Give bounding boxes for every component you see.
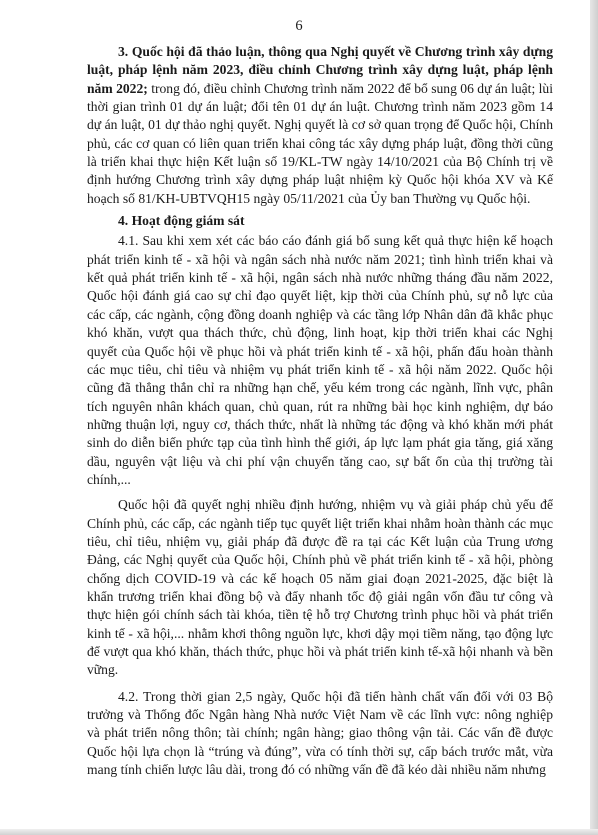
section-3-paragraph [87, 43, 553, 208]
section-4-1-paragraph: 4.1. Sau khi xem xét các báo cáo đánh giá bổ sung kết quả thực hiện kế hoạch phát triển kinh tế - xã hội và ngân sách nhà nước năm 2021; tình hình triển khai và kết quả phát triển kinh tế - xã hội, ngân sách nhà nước những tháng đầu năm 2022, Quốc hội đánh giá cao sự chỉ đạo quyết liệt, kịp thời của Chính phủ, sự nỗ lực của các cấp, các ngành, cộng đồng doanh nghiệp và các tầng lớp Nhân dân đã khắc phục khó khăn, vượt qua thách thức, chủ động, linh hoạt, kịp thời triển khai các Nghị quyết của Quốc hội về phục hồi và phát triển kinh tế - xã hội, phấn đấu hoàn thành các mục tiêu, chỉ tiêu và nhiệm vụ phát triển kinh tế - xã hội năm 2022. Quốc hội cũng đã thẳng thắn chỉ ra những hạn chế, yếu kém trong các ngành, lĩnh vực, phân tích nguyên nhân khách quan, chủ quan, rút ra những bài học kinh nghiệm, dự báo những thuận lợi, nguy cơ, thách thức, nhất là những tác động và khó khăn mới phát sinh do diễn biến phức tạp của tình hình thế giới, áp lực lạm phát gia tăng, giá xăng dầu, nguyên vật liệu và chi phí vận chuyển tăng cao, sự bất ổn của thị trường tài chính,... [87, 233, 553, 487]
page-bottom-edge [0, 829, 598, 835]
document-body [87, 43, 553, 779]
section-3-bold-intro: 3. Quốc hội đã thảo luận, thông qua Nghị quyết về Chương trình xây dựng luật, pháp lệnh năm 2023, điều chỉnh Chương trình xây dựng luật, pháp lệnh năm 2022; [87, 44, 553, 96]
section-3-text: trong đó, điều chỉnh Chương trình năm 2022 để bổ sung 06 dự án luật; lùi thời gian trình 01 dự án luật; đổi tên 01 dự án luật. Chương trình năm 2023 gồm 14 dự án luật, 01 dự thảo nghị quyết. Nghị quyết là cơ sở quan trọng để Quốc hội, Chính phủ, các cơ quan có liên quan triển khai công tác xây dựng pháp luật, đồng thời cũng là triển khai thực hiện Kết luận số 19/KL-TW ngày 14/10/2021 của Bộ Chính trị về định hướng Chương trình xây dựng pháp luật nhiệm kỳ Quốc hội khóa XV và Kế hoạch số 81/KH-UBTVQH15 ngày 05/11/2021 của Ủy ban Thường vụ Quốc hội. [87, 80, 553, 206]
page-edge-shadow [590, 0, 598, 835]
section-4-2-paragraph: 4.2. Trong thời gian 2,5 ngày, Quốc hội đã tiến hành chất vấn đối với 03 Bộ trưởng và Thống đốc Ngân hàng Nhà nước Việt Nam về các lĩnh vực: nông nghiệp và phát triển nông thôn; tài chính; ngân hàng; giao thông vận tải. Các vấn đề được Quốc hội lựa chọn là “trúng và đúng”, vừa có tính thời sự, cấp bách trước mắt, vừa mang tính chiến lược lâu dài, trong đó có những vấn đề đã kéo dài nhiều năm nhưng [87, 688, 553, 778]
section-4-1-decision-paragraph: Quốc hội đã quyết nghị nhiều định hướng, nhiệm vụ và giải pháp chủ yếu để Chính phủ, các cấp, các ngành tiếp tục quyết liệt triển khai nhằm hoàn thành các mục tiêu, chỉ tiêu, nhiệm vụ, giải pháp đã được đề ra tại các Kết luận của Trung ương Đảng, các Nghị quyết của Quốc hội, Chính phủ về phát triển kinh tế - xã hội, phòng chống dịch COVID-19 và các kế hoạch 05 năm giai đoạn 2021-2025, đặc biệt là khẩn trương triển khai đồng bộ và đẩy nhanh tốc độ giải ngân vốn đầu tư công và thực hiện gói chính sách tài khóa, tiền tệ hỗ trợ Chương trình phục hồi và phát triển kinh tế - xã hội,... nhằm khơi thông nguồn lực, khơi dậy mọi tiềm năng, tạo động lực để vượt qua khó khăn, thách thức, phục hồi và phát triển kinh tế-xã hội nhanh và bền vững. [87, 497, 553, 678]
section-4-heading: 4. Hoạt động giám sát [118, 213, 245, 229]
page-number: 6 [295, 18, 303, 34]
